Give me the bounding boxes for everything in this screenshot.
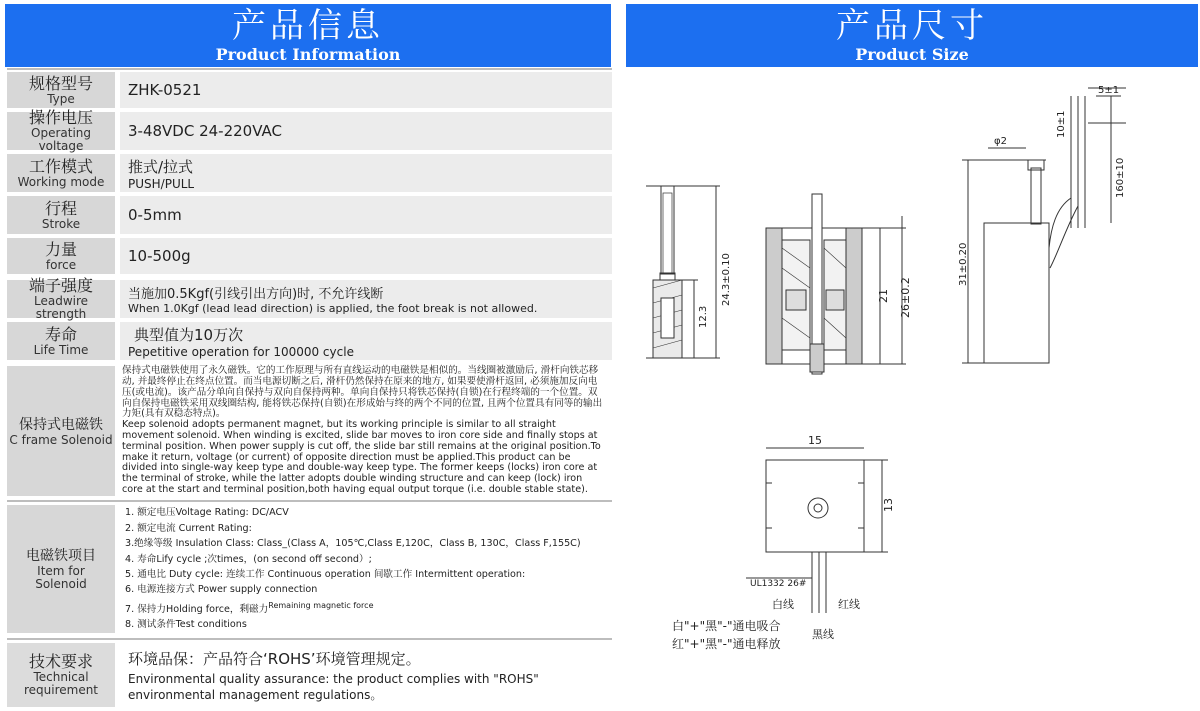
list-item: 8. 测试条件Test conditions bbox=[125, 619, 247, 631]
label-en: force bbox=[45, 257, 77, 272]
row-leadwire bbox=[7, 276, 612, 321]
row-value bbox=[120, 643, 612, 707]
header-title-en: Product Size bbox=[855, 45, 969, 64]
label-cn: 寿命 bbox=[44, 324, 77, 344]
row-value bbox=[120, 505, 612, 633]
row-label bbox=[7, 108, 115, 153]
row-value bbox=[120, 154, 612, 192]
list-item: 6. 电源连接方式 Power supply connection bbox=[125, 584, 318, 596]
white-wire-label: 白线 bbox=[772, 598, 794, 611]
label-cn: 操作电压 bbox=[28, 108, 93, 127]
header-title-cn: 产品信息 bbox=[232, 6, 384, 46]
dim-10: 10±1 bbox=[1056, 110, 1067, 138]
dim-5: 5±1 bbox=[1098, 85, 1120, 96]
label-en: Item for bbox=[37, 564, 85, 578]
row-label bbox=[7, 276, 115, 321]
list-item bbox=[125, 598, 612, 617]
tech-value-cn: 环境品保：产品符合‘ROHS’环境管理规定。 bbox=[128, 649, 421, 668]
label-en: requirement bbox=[23, 683, 99, 697]
dim-21: 21 bbox=[877, 289, 890, 303]
description-en: Keep solenoid adopts permanent magnet, but its working principle is similar to all straight movement solenoid. When winding is excited, slide bar moves to iron core side and finally stops at terminal position. When power supply is cut off, the slide bar still remains at the original position.To make it return, voltage (or current) of opposite direction must be applied.This product can be divided into single-way keep type and double-way keep type. The former keeps (locks) iron core at the terminal of stroke, while the latter adopts double winding structure and can keep (lock) iron core at the start and terminal position,both having equal output torque (i.e. double stable state). bbox=[122, 419, 601, 495]
black-wire-label: 黑线 bbox=[812, 628, 834, 641]
label-cn: 技术要求 bbox=[28, 652, 93, 671]
row-voltage bbox=[7, 108, 612, 153]
holding-force-label: 7. 保持力Holding force，剩磁力 bbox=[125, 603, 269, 615]
label-en: Stroke bbox=[41, 216, 81, 231]
stroke-value: 0-5mm bbox=[128, 206, 182, 224]
label-en: C frame Solenoid bbox=[9, 432, 113, 447]
tech-value-en: environmental management regulations。 bbox=[128, 687, 383, 702]
row-label bbox=[7, 505, 115, 633]
wiring-note-1: 白"+"黑"-"通电吸合 bbox=[672, 619, 781, 633]
wiring-note-2: 红"+"黑"-"通电释放 bbox=[672, 637, 781, 651]
voltage-value: 3-48VDC 24-220VAC bbox=[128, 122, 282, 140]
list-item: 1. 额定电压Voltage Rating: DC/ACV bbox=[125, 507, 289, 519]
dim-31: 31±0.20 bbox=[958, 242, 969, 286]
mode-value-cn: 推式/拉式 bbox=[128, 157, 194, 176]
dim-26: 26±0.2 bbox=[899, 277, 912, 318]
label-cn: 电磁铁项目 bbox=[26, 548, 96, 564]
row-label bbox=[7, 72, 115, 108]
row-label bbox=[7, 196, 115, 234]
label-cn: 保持式电磁铁 bbox=[19, 416, 103, 433]
row-type bbox=[7, 72, 612, 108]
dim-phi2: φ2 bbox=[994, 136, 1007, 147]
plunger-view bbox=[646, 186, 720, 358]
list-item: 5. 通电比 Duty cycle: 连续工作 Continuous operation 间歇工作 Intermittent operation: bbox=[125, 569, 526, 580]
dimension-drawing bbox=[626, 68, 1200, 711]
description-cn: 保持式电磁铁使用了永久磁铁。它的工作原理与所有直线运动的电磁铁是相似的。当线圈被激励后, 滑杆向铁芯移动, 并最终停止在终点位置。而当电源切断之后, 滑杆仍然保持在原来的地方, 如果要使滑杆返回, 必须施加反向电压(或电流)。该产品分单向自保持与双向自保持两种。单向自保持只将铁芯保持(自锁)在行程终端的一个位置。双向自保持电磁铁采用双线圈结构, 能将铁芯保持(自锁)在形成始与终的两个不同的位置, 且两个位置具有同等的输出力矩(具有双稳态特点)。 bbox=[122, 365, 603, 420]
row-life bbox=[7, 322, 612, 360]
row-value bbox=[120, 322, 612, 360]
product-size-header bbox=[626, 4, 1198, 67]
life-value-en: Pepetitive operation for 100000 cycle bbox=[128, 344, 354, 359]
dim-160: 160±10 bbox=[1115, 157, 1126, 198]
row-value bbox=[120, 112, 612, 150]
dim-15: 15 bbox=[808, 434, 822, 447]
row-label bbox=[7, 238, 115, 274]
row-tech bbox=[7, 643, 612, 707]
section-view bbox=[766, 194, 906, 374]
row-mode bbox=[7, 154, 612, 192]
divider bbox=[7, 68, 612, 70]
row-label bbox=[7, 366, 115, 496]
row-value bbox=[120, 280, 612, 318]
row-value bbox=[120, 238, 612, 274]
row-value bbox=[120, 196, 612, 234]
label-cn: 规格型号 bbox=[28, 73, 93, 93]
product-information-header bbox=[5, 4, 611, 67]
leadwire-value-cn: 当施加0.5Kgf(引线引出方向)时, 不允许线断 bbox=[128, 287, 384, 302]
row-force bbox=[7, 238, 612, 274]
force-value: 10-500g bbox=[128, 247, 191, 265]
row-items bbox=[7, 505, 612, 633]
row-label bbox=[7, 154, 115, 192]
row-label bbox=[7, 643, 115, 707]
side-view bbox=[962, 88, 1126, 363]
label-en: Solenoid bbox=[35, 577, 87, 591]
header-title-cn: 产品尺寸 bbox=[836, 6, 988, 46]
remaining-force-label: Remaining magnetic force bbox=[268, 600, 374, 610]
row-stroke bbox=[7, 196, 612, 234]
row-c-frame bbox=[7, 366, 612, 496]
divider bbox=[7, 638, 612, 640]
label-cn: 工作模式 bbox=[28, 156, 93, 176]
list-item: 4. 寿命Lify cycle ;次times，(on second off second）; bbox=[125, 553, 372, 565]
life-value-cn: 典型值为10万次 bbox=[134, 325, 244, 344]
label-en: Technical bbox=[33, 670, 89, 684]
row-value bbox=[120, 72, 612, 108]
label-en: Life Time bbox=[33, 342, 89, 357]
items-list bbox=[125, 499, 612, 638]
header-title-en: Product Information bbox=[215, 45, 401, 64]
label-cn: 行程 bbox=[44, 198, 77, 218]
type-value: ZHK-0521 bbox=[128, 81, 202, 99]
dim-12-3: 12.3 bbox=[698, 305, 709, 328]
label-en: Type bbox=[47, 91, 75, 106]
wire-spec: UL1332 26# bbox=[750, 579, 807, 589]
mode-value-en: PUSH/PULL bbox=[128, 176, 195, 191]
label-en: Operating voltage bbox=[31, 126, 91, 153]
row-label bbox=[7, 322, 115, 360]
label-cn: 端子强度 bbox=[28, 276, 93, 295]
label-cn: 力量 bbox=[44, 239, 77, 259]
red-wire-label: 红线 bbox=[838, 598, 860, 611]
tech-value-en: Environmental quality assurance: the product complies with "ROHS" bbox=[128, 671, 539, 686]
dim-13: 13 bbox=[882, 498, 895, 512]
leadwire-value-en: When 1.0Kgf (lead lead direction) is applied, the foot break is not allowed. bbox=[128, 302, 538, 315]
label-en: Leadwire strength bbox=[33, 294, 89, 321]
list-item: 2. 额定电流 Current Rating: bbox=[125, 522, 252, 534]
list-item: 3.绝缘等级 Insulation Class: Class_(Class A，105℃,Class E,120C，Class B, 130C，Class F,155C) bbox=[125, 538, 581, 550]
label-en: Working mode bbox=[17, 174, 105, 189]
c-frame-description bbox=[122, 362, 612, 500]
row-value bbox=[120, 366, 612, 496]
dim-24-3: 24.3±0.10 bbox=[721, 253, 732, 306]
